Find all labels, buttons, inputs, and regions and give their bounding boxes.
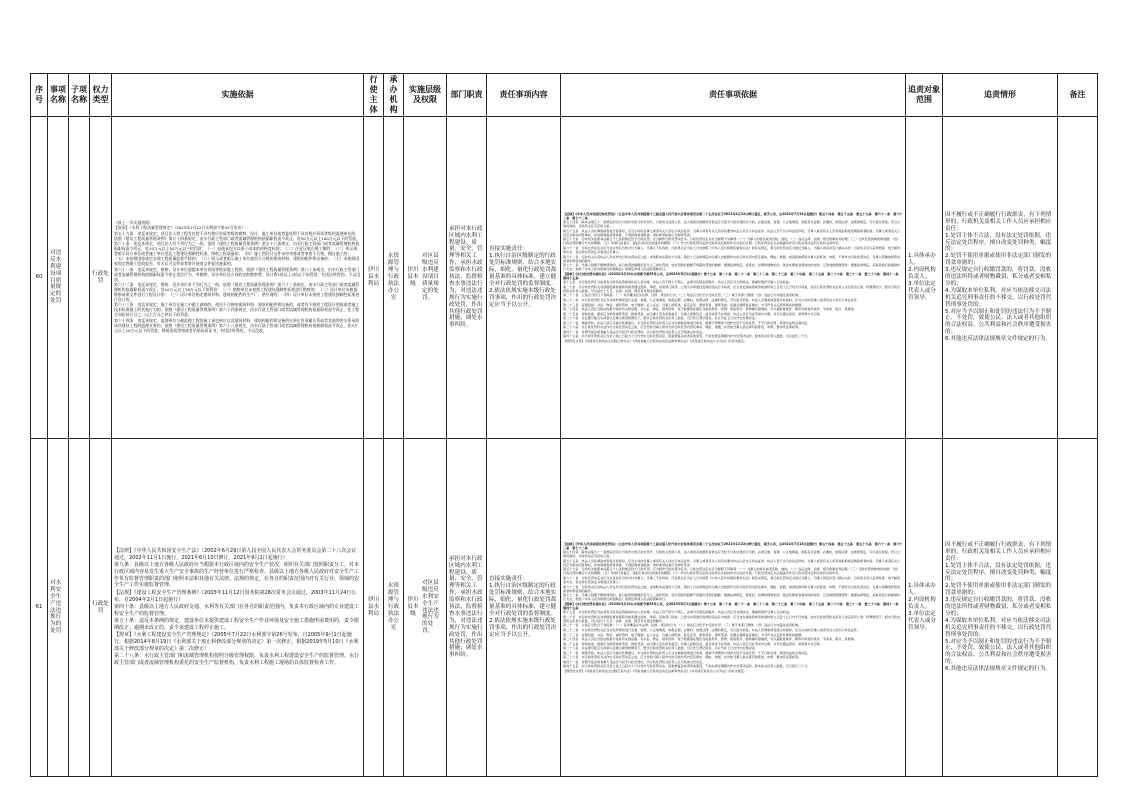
basis-paragraph: 【规章】《水利工程质量管理规定》（2023年1月12日水利部令第52号发布） — [114, 225, 246, 231]
resp-basis-paragraph: 第四十一条 对情节复杂或者重大违法行为给予行政处罚的，水行政处罚机关负责人应当集体讨论决定。 — [563, 659, 706, 664]
row-level — [404, 117, 447, 439]
row-remark — [1058, 117, 1098, 439]
row-resp-basis — [561, 439, 906, 777]
row-remark — [1058, 439, 1098, 777]
resp-basis-paragraph: 【规章】《水行政处罚实施办法》（2023年3月10日水利部令第55号公布，自2023年5月1日起施行）第十七条 第二十条 第二十一条 第二十二条 第二十三条 第二十四条 第二十五条 第二十六条 第三十一条 第三十六条 第四十一条 第四十五条 — [563, 601, 902, 610]
basis-paragraph: （接上一页实施依据） — [114, 220, 153, 226]
resp-basis-paragraph: 第四十五条 水行政处罚机关应当自立案之日起九十日内作出行政处罚决定。因案情复杂或者其他原因，不能在规定期限内作出处罚决定的，经本机关负责人批准，可以延长三十日。 — [563, 664, 811, 669]
basis-paragraph: 【法律】《中华人民共和国安全生产法》（2002年6月29日第九届全国人民代表大会常务委员会第二十八次会议通过，2002年11月1日施行，2021年6月10日修订，2021年9月1日起施行） — [114, 547, 357, 561]
table-row — [31, 117, 1098, 439]
resp-basis-paragraph: 第五十九条 行政机关依照本法第五十七条的规定给予行政处罚，应当制作行政处罚决定书。行政处罚决定书应当载明下列事项：（一）当事人的姓名或者名称、地址；（二）违反法律、法规、规章的事实和证据；（三）行政处罚的种类和依据；（四）行政处罚的履行方式和期限；（五）申请行政复议、提起行政诉讼的途径和期限；（六）作出行政处罚决定的行政机关名称和作出决定的日期。行政处罚决定书必须盖有作出行政处罚决定的行政机关的印章。 — [563, 237, 901, 246]
header-resp-basis: 责任事项依据 — [561, 74, 906, 117]
header-level: 实施层级及权限 — [404, 74, 447, 117]
row-resp-content: 直接实施责任： 1.执行自治区级制定的行政处罚标准规则，结合本地实际，细化、量化行政处罚裁量基准的具体标准，建立健全对行政处罚的监督制度。 2.依法依规实施本级行政处罚事项，作出的行政处罚决定应当予以公开。 — [487, 117, 561, 439]
level-name: 伊川县本级 — [407, 267, 419, 287]
resp-basis-paragraph: 第六十二条 行政机关及其执法人员在作出行政处罚决定之前，未依照本法第四十四条、第四十五条的规定向当事人告知拟作出的行政处罚内容及事实、理由、依据，或者拒绝听取当事人的陈述、申辩，不得作出行政处罚决定；当事人明确放弃陈述或者申辩权利的除外。 — [563, 254, 901, 263]
table-row — [31, 439, 1098, 777]
row-subject: 伊川县水利局 — [364, 439, 384, 777]
row-basis — [112, 439, 364, 777]
basis-paragraph: 第五十九条 违反本规定，项目法人将工程发包给不具有相应资质等级的勘察、设计、施工单位或者委托给不具有相应资质等级的监理单位的，依照《建设工程质量管理条例》第五十四条规定，由水行政主管部门或者流域管理机构依据职权责令改正，处50万元以上100万元以下的罚款。 — [114, 230, 360, 241]
row-power-type: 行政处罚 — [90, 117, 112, 439]
resp-basis-paragraph: 第三十六条 水行政处罚机关在作出行政处罚决定之前，应当告知当事人拟作出的行政处罚内容及事实、理由、依据，并告知当事人依法享有的陈述、申辩、要求听证等权利。 — [563, 325, 802, 330]
resp-basis-paragraph: 第三十一条 调查终结，执法人员应当提出处理建议，水行政处罚机关负责人应当对调查结果进行审查，根据不同情况分别作出给予行政处罚、不予行政处罚、移送司法机关等决定。 — [563, 650, 811, 655]
resp-basis-paragraph: 第二十二条 水行政处罚机关应当对案件情况进行全面、客观、公正地调查，收集证据；必要时，依照法律、法规的规定，可以进行检查。执法人员调查或者进行检查时，应当主动向当事人或者有关人员出示执法证件。 — [563, 297, 860, 302]
resp-basis-paragraph: 第三十一条 调查终结，执法人员应当提出处理建议，水行政处罚机关负责人应当对调查结果进行审查，根据不同情况分别作出给予行政处罚、不予行政处罚、移送司法机关等决定。 — [563, 320, 811, 325]
row-organ: 水资源管理与行政执法办公室 — [384, 439, 404, 777]
header-basis: 实施依据 — [112, 74, 364, 117]
resp-basis-paragraph: 第六十一条 行政处罚决定书应当在宣告后当场交付当事人；当事人不在场的，行政机关应当在七日内依照《中华人民共和国民事诉讼法》的有关规定，将行政处罚决定书送达当事人。当事人同意并签订确认书的，行政机关可以采用传真、电子邮件等方式，将行政处罚决定书等送达当事人。 — [563, 575, 901, 584]
header-scope: 追责对象范围 — [906, 74, 943, 117]
resp-basis-paragraph: 第二十条 水行政处罚机关对依据监督检查职责或者通过投诉、举报、其他部门移送、上级交办等途径发现的违法行为线索，应当自发现线索或者收到材料之日起十五日内予以核查，由水行政处罚机关负责人决定是否立案；特殊情况下，经水行政处罚机关负责人批准，可以延长十五日。法律、法规、规章另有规定的除外。 — [563, 614, 901, 623]
resp-basis-paragraph: 第五十四条 除本法第五十一条规定的可以当场作出的行政处罚外，行政机关发现公民、法人或者其他组织有依法应当给予行政处罚的行为的，必须全面、客观、公正地调查，收集有关证据；必要时，依照法律、法规的规定，可以进行检查。符合立案标准的，行政机关应当及时立案。 — [563, 550, 901, 559]
resp-basis-paragraph: 【规范性文件】《河南省行政执法全过程记录办法》《河南省重大行政执法决定法制审核办法》《河南省行政执法公示办法》的有关规定。 — [563, 338, 748, 343]
resp-basis-paragraph: 【规范性文件】《河南省行政执法全过程记录办法》《河南省重大行政执法决定法制审核办法》《河南省行政执法公示办法》的有关规定。 — [563, 668, 748, 673]
resp-basis-paragraph: 第二十五条 现场检查、勘验应当制作现场笔录、勘验笔录，由当事人签名或者盖章；当事人拒绝签名、盖章或者不在场的，执法人员应当在笔录中注明，并可以通过录音、录像等方式记录。 — [563, 641, 823, 646]
basis-paragraph: 第二十八条：水行政主管部门和流域管理机构按照分级管理权限，负责水利工程建设安全生产的监督管理。水行政主管部门或者流域管理机构委托的安全生产监督机构，负责水利工程施工现场的具体监督检查工作。 — [114, 652, 360, 666]
resp-basis-paragraph: 第二十六条 在证据可能灭失或者以后难以取得的情况下，经水行政处罚机关负责人批准，可以先行登记保存，并应当在七日内作出处理决定。 — [563, 646, 758, 651]
resp-basis-paragraph: 第四十五条 水行政处罚机关应当自立案之日起九十日内作出行政处罚决定。因案情复杂或者其他原因，不能在规定期限内作出处罚决定的，经本机关负责人批准，可以延长三十日。 — [563, 334, 811, 339]
row-seq: 61 — [31, 439, 48, 777]
resp-basis-paragraph: 第五十五条 执法人员在调查或者进行检查时，应当主动向当事人或者有关人员出示执法证件。当事人或者有关人员有权要求执法人员出示执法证件。执法人员不出示执法证件的，当事人或者有关人员有权拒绝接受调查或者检查。当事人或者有关人员应当如实回答询问，并协助调查或者检查，不得拒绝或者阻挠。询问或者检查应当制作笔录。 — [563, 558, 901, 567]
header-row — [31, 74, 1098, 117]
resp-basis-paragraph: 第五十九条 行政机关依照本法第五十七条的规定给予行政处罚，应当制作行政处罚决定书。行政处罚决定书应当载明下列事项：（一）当事人的姓名或者名称、地址；（二）违反法律、法规、规章的事实和证据；（三）行政处罚的种类和依据；（四）行政处罚的履行方式和期限；（五）申请行政复议、提起行政诉讼的途径和期限；（六）作出行政处罚决定的行政机关名称和作出决定的日期。行政处罚决定书必须盖有作出行政处罚决定的行政机关的印章。 — [563, 567, 901, 576]
row-organ: 水资源管理与行政执法办公室 — [384, 117, 404, 439]
header-situation: 追责情形 — [943, 74, 1058, 117]
basis-paragraph: 第四十条：县级以上地方人民政府交通、水利等有关部门在各自的职责范围内，负责本行政区域内的专业建设工程安全生产的监督管理。 — [114, 603, 360, 617]
header-organ: 承办机构 — [384, 74, 404, 117]
resp-basis-paragraph: 第二十四条 执法人员应当依法收集与案件有关的证据。对书证、物证、视听资料、电子数据等证据应当收集原件、原物；收集原件、原物确有困难的，可以提取复制件、影印件或者抄录件、节录本、照片、录像等。 — [563, 307, 857, 312]
basis-paragraph: 第五十条：违反本条例的规定，建设单位未提供建设工程安全生产作业环境及安全施工措施所需费用的，责令限期改正；逾期未改正的，责令该建设工程停止施工。 — [114, 617, 360, 631]
row-resp-basis — [561, 117, 906, 439]
header-remark: 备注 — [1058, 74, 1098, 117]
resp-basis-paragraph: 第十七条 水行政处罚应当由具有行政执法资格的执法人员实施。执法人员不得少于两人，法律另有规定的除外。执法人员应当文明执法，尊重和保护当事人合法权益。 — [563, 280, 792, 285]
resp-basis-paragraph: 第二十条 水行政处罚机关对依据监督检查职责或者通过投诉、举报、其他部门移送、上级交办等途径发现的违法行为线索，应当自发现线索或者收到材料之日起十五日内予以核查，由水行政处罚机关负责人决定是否立案；特殊情况下，经水行政处罚机关负责人批准，可以延长十五日。法律、法规、规章另有规定的除外。 — [563, 284, 901, 293]
resp-basis-paragraph: 第二十六条 在证据可能灭失或者以后难以取得的情况下，经水行政处罚机关负责人批准，可以先行登记保存，并应当在七日内作出处理决定。 — [563, 316, 758, 321]
row-basis — [112, 117, 364, 439]
header-power-type: 权力类型 — [90, 74, 112, 117]
level-scope: 对区县级违反水利安全生产违法违规行为的处罚。 — [422, 579, 439, 635]
resp-basis-paragraph: 第二十三条 证据包括：书证、物证、视听资料、电子数据、证人证言、当事人的陈述、鉴定意见、勘验笔录、现场笔录。证据必须经查证属实，方可作为认定案件事实的根据。 — [563, 632, 805, 637]
resp-basis-paragraph: 第二十一条 立案应当符合下列标准：（一）有涉嫌违反水法律、法规、规章的行为；（二）依法应当给予水行政处罚；（三）属于本部门管辖；（四）违法行为未超过追责时效。 — [563, 623, 802, 628]
row-level — [404, 439, 447, 777]
resp-basis-title: 【法律】《中华人民共和国行政处罚法》（已由中华人民共和国第十三届全国人民代表大会常务委员会第二十五次会议于2021年1月22日修订通过，现予公布，自2021年7月15日起施行）第五十四条 第五十五条 第五十九条 第六十一条 第六十二条 第七十二条 — [563, 211, 903, 220]
row-item-name: 对水利安全生产违法违规行为的处罚 — [48, 439, 69, 777]
header-seq: 序号 — [31, 74, 48, 117]
header-resp-content: 责任事项内容 — [487, 74, 561, 117]
row-subitem-name — [69, 439, 90, 777]
basis-paragraph: 【规章】《水利工程建设安全生产管理规定》（2005年7月22日水利部令第26号发布，自2005年9月1日起施行，根据2014年8月19日《水利部关于废止和修改部分规章的决定》第一次修正，根据2019年5月10日《水利部关于修改部分规章的决定》第二次修正） — [114, 632, 359, 652]
resp-basis-paragraph: 第四十一条 对情节复杂或者重大违法行为给予行政处罚的，水行政处罚机关负责人应当集体讨论决定。 — [563, 329, 706, 334]
basis-paragraph: 第六十一条 违反本规定，勘察、设计单位超越本单位资质等级承揽工程的，依照《建设工程质量管理条例》第六十条规定，由水行政主管部门或者流域管理机构依据职权责令停止违法行为，对勘察、设计单位处合同约定的勘察费、设计费1倍以上2倍以下的罚款，有违法所得的，予以没收。 — [114, 266, 361, 282]
resp-basis-paragraph: 第二十三条 证据包括：书证、物证、视听资料、电子数据、证人证言、当事人的陈述、鉴定意见、勘验笔录、现场笔录。证据必须经查证属实，方可作为认定案件事实的根据。 — [563, 302, 805, 307]
header-dept-duty: 部门职责 — [447, 74, 487, 117]
row-subitem-name — [69, 117, 90, 439]
basis-paragraph: 【法规】《建设工程安全生产管理条例》（2003年11月12日国务院第28次常务会议通过，2003年11月24日公布，自2004年2月1日起施行） — [114, 589, 357, 603]
resp-basis-paragraph: 第七十二条 当事人到期不缴纳罚款的，每日按罚款数额的百分之三加处罚款，加处罚款的数额不得超出罚款的数额；根据法律规定，将查封、扣押的财物拍卖、依法处理或者将冻结的存款、汇款划拨抵缴罚款；根据法律规定，采取其他行政强制执行方式；依照《中华人民共和国行政强制法》的规定申请人民法院强制执行。 — [563, 593, 901, 602]
level-name: 伊川县本级 — [407, 597, 419, 617]
basis-paragraph: 第九条：县级以上地方各级人民政府应当根据本行政区域内的安全生产状况，组织有关部门按照职责分工，对本行政区域内容易发生重大生产安全事故的生产经营单位进行严格检查。县级以上地方各级人民政府对安全生产工作负有监督管理职责的部门依照本法和其他有关法律、法规的规定，在各自的职责范围内对有关行业、领域的安全生产工作实施监督管理。 — [114, 562, 360, 589]
resp-basis-paragraph: 第二十四条 执法人员应当依法收集与案件有关的证据。对书证、物证、视听资料、电子数据等证据应当收集原件、原物；收集原件、原物确有困难的，可以提取复制件、影印件或者抄录件、节录本、照片、录像等。 — [563, 637, 857, 642]
row-subject: 伊川县水利局 — [364, 117, 384, 439]
row-scope: 1.具体承办人。 2.内设机构负责人。 3.单位法定代表人或分管领导。 — [906, 117, 943, 439]
basis-paragraph: 第六十三条 违反本规定，施工单位在施工中偷工减料的，使用不合格的建筑材料、建筑构配件和设备的，或者有不按照工程设计图纸或者施工技术标准施工的其他行为的，依照《建设工程质量管理条例》第六十四条规定，由水行政主管部门或者流域管理机构依据职权责令改正，处工程合同价款百分之二以上百分之四以下的罚款。 — [114, 302, 360, 318]
header-subject: 行使主体 — [364, 74, 384, 117]
row-dept-duty: 承担对本行政区域内水利工程建设、质量、安全、管理等相关工作，承担水政监察和水行政执法，监督检查水事违法行为，对违法违规行为实施行政处罚，作出其他行政处罚措施；调处水事纠纷。 — [447, 439, 487, 777]
row-resp-content: 直接实施责任： 1.执行自治区级制定的行政处罚标准规则，结合本地实际，细化、量化行政处罚裁量基准的具体标准，建立健全对行政处罚的监督制度。 2.依法依规实施本级行政处罚事项，作出的行政处罚决定应当予以公开。 — [487, 439, 561, 777]
resp-basis-paragraph: 第二十一条 立案应当符合下列标准：（一）有涉嫌违反水法律、法规、规章的行为；（二）依法应当给予水行政处罚；（三）属于本部门管辖；（四）违法行为未超过追责时效。 — [563, 293, 802, 298]
resp-basis-paragraph: 第六十一条 行政处罚决定书应当在宣告后当场交付当事人；当事人不在场的，行政机关应当在七日内依照《中华人民共和国民事诉讼法》的有关规定，将行政处罚决定书送达当事人。当事人同意并签订确认书的，行政机关可以采用传真、电子邮件等方式，将行政处罚决定书等送达当事人。 — [563, 245, 901, 254]
row-power-type: 行政处罚 — [90, 439, 112, 777]
resp-basis-paragraph: 第六十二条 行政机关及其执法人员在作出行政处罚决定之前，未依照本法第四十四条、第四十五条的规定向当事人告知拟作出的行政处罚内容及事实、理由、依据，或者拒绝听取当事人的陈述、申辩，不得作出行政处罚决定；当事人明确放弃陈述或者申辩权利的除外。 — [563, 584, 901, 593]
row-scope: 1.具体承办人。 2.内设机构负责人。 3.单位法定代表人或分管领导。 — [906, 439, 943, 777]
row-situation: 因不履行或不正确履行行政职责，有下列情形的，行政机关及相关工作人员应承担相应责任： 1.处罚主体不合法，没有法定处罚依据，违反法定处罚程序，擅自改变处罚种类、幅度的； 2.处罚不使用单据或使用非法定部门制发的罚款单据的； 3.违反规定自行收缴罚款的，将罚款、没收的违法所得或者财物截留、私分或者变相私分的； 4.为谋取本单位私利，对应当依法移交司法机关追究刑事责任的不移交，以行政处罚代替刑事处罚的； 5.对应当予以制止和处罚的违法行为不予制止、不处罚，致使公民、法人或者其他组织的合法权益、公共利益和社会秩序遭受损害的； 6.其他违反法律法规规章文件规定的行为。 — [943, 117, 1058, 439]
resp-basis-paragraph: 第二十二条 水行政处罚机关应当对案件情况进行全面、客观、公正地调查，收集证据；必要时，依照法律、法规的规定，可以进行检查。执法人员调查或者进行检查时，应当主动向当事人或者有关人员出示执法证件。 — [563, 627, 860, 632]
row-item-name: 对违反水利建设项目质量规定的处罚 — [48, 117, 69, 439]
row-seq: 60 — [31, 117, 48, 439]
responsibility-table — [30, 73, 1098, 777]
resp-basis-paragraph: 第五十五条 执法人员在调查或者进行检查时，应当主动向当事人或者有关人员出示执法证件。当事人或者有关人员有权要求执法人员出示执法证件。执法人员不出示执法证件的，当事人或者有关人员有权拒绝接受调查或者检查。当事人或者有关人员应当如实回答询问，并协助调查或者检查，不得拒绝或者阻挠。询问或者检查应当制作笔录。 — [563, 228, 901, 237]
basis-paragraph: 第六十二条 违反本规定，勘察、设计单位有下列行为之一的，依照《建设工程质量管理条例》第六十三条规定，由水行政主管部门或者流域管理机构依据职权责令改正，处10万元以上30万元以下的罚款：（一）勘察单位未按照工程建设强制性标准进行勘察的；（二）设计单位未根据勘察成果文件进行工程设计的；（三）设计单位指定建筑材料、建筑构配件的生产厂、供应商的；（四）设计单位未按照工程建设强制性标准进行设计的。 — [114, 281, 360, 302]
resp-basis-paragraph: 第十七条 水行政处罚应当由具有行政执法资格的执法人员实施。执法人员不得少于两人，法律另有规定的除外。执法人员应当文明执法，尊重和保护当事人合法权益。 — [563, 610, 792, 615]
resp-basis-paragraph: 第三十六条 水行政处罚机关在作出行政处罚决定之前，应当告知当事人拟作出的行政处罚内容及事实、理由、依据，并告知当事人依法享有的陈述、申辩、要求听证等权利。 — [563, 655, 802, 660]
resp-basis-paragraph: 【规章】《水行政处罚实施办法》（2023年3月10日水利部令第55号公布，自2023年5月1日起施行）第十七条 第二十条 第二十一条 第二十二条 第二十三条 第二十四条 第二十五条 第二十六条 第三十一条 第三十六条 第四十一条 第四十五条 — [563, 271, 902, 280]
basis-paragraph: 第六十四条 违反本规定，监理单位与被监理工程的施工承包单位以及建筑材料、建筑构配件和设备供应单位有隶属关系或者其他利害关系承担该项建设工程的监理业务的，依照《建设工程质量管理条例》第六十八条规定，由水行政主管部门或者流域管理机构依据职权责令改正，处5万元以上10万元以下的罚款，降低资质等级或者吊销资质证书；有违法所得的，予以没收。 — [114, 317, 360, 333]
header-subitem-name: 子项名称 — [69, 74, 90, 117]
resp-basis-paragraph: 第五十四条 除本法第五十一条规定的可以当场作出的行政处罚外，行政机关发现公民、法人或者其他组织有依法应当给予行政处罚的行为的，必须全面、客观、公正地调查，收集有关证据；必要时，依照法律、法规的规定，可以进行检查。符合立案标准的，行政机关应当及时立案。 — [563, 220, 901, 229]
basis-paragraph: 第六十条 违反本规定，项目法人有下列行为之一的，依照《建设工程质量管理条例》第五十六条规定，由水行政主管部门或者流域管理机构依据职权责令改正，处20万元以上50万元以下的罚款：（一）迫使承包方以低于成本的价格竞标的；（二）任意压缩合理工期的；（三）明示或者暗示设计单位或者施工单位违反工程建设强制性标准，降低工程质量的；（四）施工图设计文件未经审查或者审查不合格，擅自施工的；（五）未按照国家规定办理工程质量监督手续的；（六）明示或者暗示施工单位使用不合格的建筑材料、建筑构配件和设备的；（七）未按照国家规定将竣工验收报告、有关认可文件或者准许使用文件报送备案的。 — [114, 241, 360, 267]
header-item-name: 事项名称 — [48, 74, 69, 117]
level-scope: 对区县级违反水利建设项目质量规定的处罚。 — [422, 253, 439, 301]
resp-basis-paragraph: 第二十五条 现场检查、勘验应当制作现场笔录、勘验笔录，由当事人签名或者盖章；当事人拒绝签名、盖章或者不在场的，执法人员应当在笔录中注明，并可以通过录音、录像等方式记录。 — [563, 311, 823, 316]
row-dept-duty: 承担对本行政区域内水利工程建设、质量、安全、管理等相关工作，承担水政监察和水行政执法，监督检查水事违法行为，对违法违规行为实施行政处罚，作出其他行政处罚措施；调处水事纠纷。 — [447, 117, 487, 439]
row-situation: 因不履行或不正确履行行政职责，有下列情形的，行政机关及相关工作人员应承担相应责任： 1.处罚主体不合法，没有法定处罚依据，违反法定处罚程序，擅自改变处罚种类、幅度的； 2.处罚不使用单据或使用非法定部门制发的罚款单据的； 3.违反规定自行收缴罚款的，将罚款、没收的违法所得或者财物截留、私分或者变相私分的； 4.为谋取本单位私利，对应当依法移交司法机关追究刑事责任的不移交，以行政处罚代替刑事处罚的； 5.对应当予以制止和处罚的违法行为不予制止、不处罚，致使公民、法人或者其他组织的合法权益、公共利益和社会秩序遭受损害的； 6.其他违反法律法规规章文件规定的行为。 — [943, 439, 1058, 777]
resp-basis-title: 【法律】《中华人民共和国行政处罚法》（已由中华人民共和国第十三届全国人民代表大会常务委员会第二十五次会议于2021年1月22日修订通过，现予公布，自2021年7月15日起施行）第五十四条 第五十五条 第五十九条 第六十一条 第六十二条 第七十二条 — [563, 541, 903, 550]
resp-basis-paragraph: 第七十二条 当事人到期不缴纳罚款的，每日按罚款数额的百分之三加处罚款，加处罚款的数额不得超出罚款的数额；根据法律规定，将查封、扣押的财物拍卖、依法处理或者将冻结的存款、汇款划拨抵缴罚款；根据法律规定，采取其他行政强制执行方式；依照《中华人民共和国行政强制法》的规定申请人民法院强制执行。 — [563, 263, 901, 272]
